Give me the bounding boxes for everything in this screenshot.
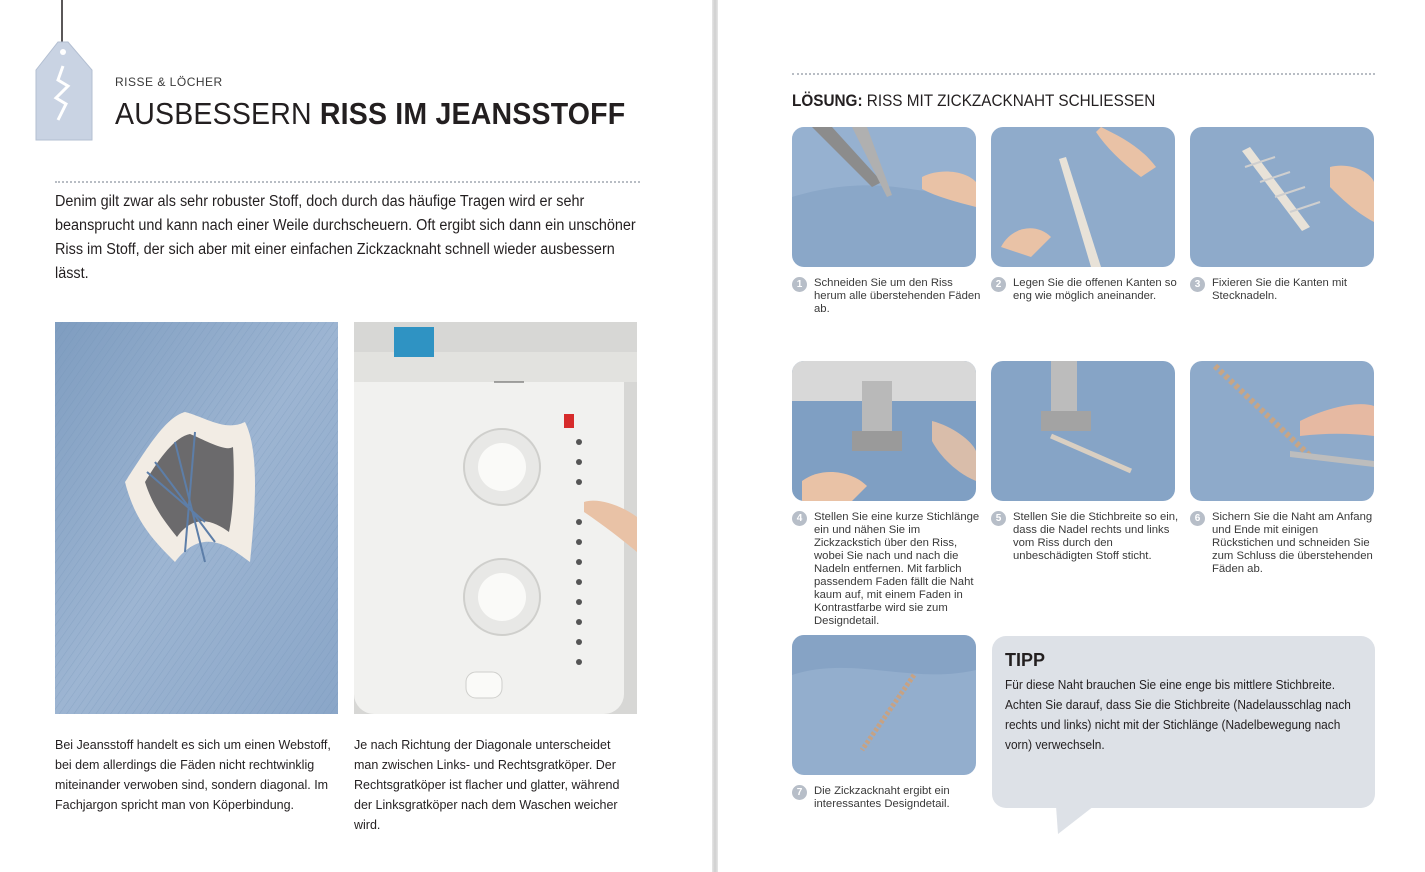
sewing-machine-photo: [354, 322, 637, 714]
step-3-photo: [1190, 127, 1374, 267]
page-title: [115, 96, 625, 132]
step-number: 1: [792, 277, 807, 292]
step-7-photo: [792, 635, 976, 775]
step-5-caption: [991, 511, 1181, 563]
step-text: Legen Sie die offenen Kanten so eng wie möglich aneinander.: [1013, 277, 1177, 302]
step-3-caption: [1190, 277, 1380, 303]
caption-left: Bei Jeansstoff handelt es sich um einen Webstoff, bei dem allerdings die Fäden nicht rechtwinklig miteinander verwoben sind, sondern diagonal. Im Fachjargon spricht man von Köperbindung.: [55, 738, 331, 812]
tip-title: TIPP: [1005, 650, 1046, 670]
section-kicker: RISSE & LÖCHER: [115, 75, 223, 89]
step-number: 3: [1190, 277, 1205, 292]
tip-box: [992, 636, 1375, 808]
step-text: Die Zickzacknaht ergibt ein interessantes Designdetail.: [814, 785, 950, 810]
title-bold: RISS IM JEANSSTOFF: [319, 96, 626, 131]
step-5-photo: [991, 361, 1175, 501]
speech-bubble-tail-icon: [1056, 806, 1096, 836]
title-light: AUSBESSERN: [115, 96, 320, 131]
intro-paragraph: Denim gilt zwar als sehr robuster Stoff, doch durch das häufige Tragen wird er sehr beansprucht und kann nach einer Weile durchscheuern. Oft ergibt sich dann ein unschöner Riss im Stoff, der sich aber mit einer einfachen Zickzacknaht schnell wieder ausbessern lässt.: [55, 193, 636, 282]
step-2-photo: [991, 127, 1175, 267]
tip-text: Für diese Naht brauchen Sie eine enge bis mittlere Stichbreite. Achten Sie darauf, dass Sie die Stichbreite (Nadelausschlag nach rechts und links) nicht mit der Stichlänge (Nadelbewegung nach vorn) verwechseln.: [1005, 678, 1351, 752]
caption-right: Je nach Richtung der Diagonale unterscheidet man zwischen Links- und Rechtsgratköper. Der Rechtsgratköper ist flacher und glatter, während der Linksgratköper nach dem Waschen weicher wird.: [354, 738, 620, 832]
step-text: Stellen Sie die Stichbreite so ein, dass die Nadel rechts und links vom Riss durch den unbeschädigten Stoff sticht.: [1013, 511, 1179, 562]
step-number: 2: [991, 277, 1006, 292]
torn-denim-photo: [55, 322, 338, 714]
solution-title: [792, 91, 1155, 111]
step-1-caption: [792, 277, 982, 316]
step-number: 5: [991, 511, 1006, 526]
step-text: Fixieren Sie die Kanten mit Stecknadeln.: [1212, 277, 1348, 302]
left-page: [0, 0, 712, 872]
step-4-caption: [792, 511, 982, 628]
step-7-caption: [792, 785, 982, 811]
step-1-photo: [792, 127, 976, 267]
step-2-caption: [991, 277, 1181, 303]
step-6-photo: [1190, 361, 1374, 501]
divider: [792, 73, 1375, 75]
solution-title-bold: LÖSUNG:: [792, 91, 863, 110]
step-number: 7: [792, 785, 807, 800]
step-4-photo: [792, 361, 976, 501]
step-text: Schneiden Sie um den Riss herum alle überstehenden Fäden ab.: [814, 277, 981, 315]
step-number: 6: [1190, 511, 1205, 526]
right-page: [718, 0, 1425, 872]
solution-title-light: RISS MIT ZICKZACKNAHT SCHLIESSEN: [862, 91, 1156, 110]
price-tag-icon: [28, 0, 98, 145]
divider: [55, 181, 640, 183]
step-number: 4: [792, 511, 807, 526]
step-text: Stellen Sie eine kurze Stichlänge ein und nähen Sie im Zickzackstich über den Riss, wobei Sie nach und nach die Nadeln entfernen. Mit farblich passendem Faden fällt die Naht kaum auf, mit einem Faden in Kontrastfarbe wird sie zum Designdetail.: [814, 511, 980, 627]
step-6-caption: [1190, 511, 1380, 576]
step-text: Sichern Sie die Naht am Anfang und Ende mit einigen Rückstichen und schneiden Sie zum Schluss die überstehenden Fäden ab.: [1212, 511, 1373, 575]
